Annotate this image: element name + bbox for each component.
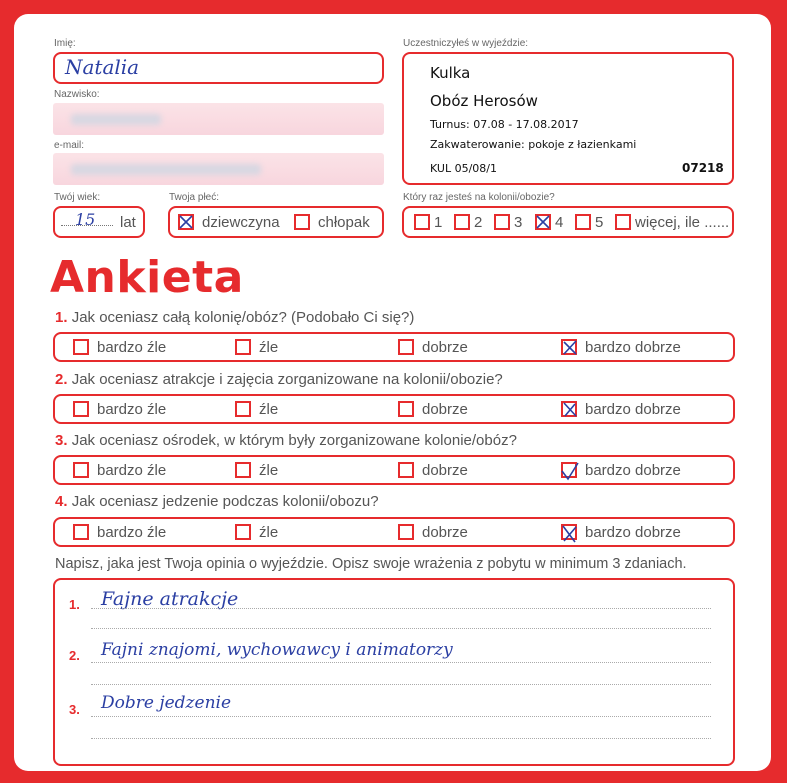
trip-label: Uczestniczyłeś w wyjeździe: (403, 38, 529, 49)
q1-very-bad-checkbox[interactable] (73, 339, 89, 355)
question-3 (55, 432, 517, 449)
opinion-rule (91, 684, 711, 685)
opinion-line-1-text: Fajne atrakcje (101, 588, 239, 610)
gender-boy-checkbox[interactable] (294, 214, 310, 230)
trip-accommodation: Zakwaterowanie: pokoje z łazienkami (430, 138, 637, 151)
q4-very-good-label: bardzo dobrze (585, 524, 681, 541)
trip-turnus: Turnus: 07.08 - 17.08.2017 (430, 118, 579, 131)
q4-bad-checkbox[interactable] (235, 524, 251, 540)
check-mark-icon (561, 462, 581, 482)
question-1 (55, 309, 414, 326)
time-1-checkbox[interactable] (414, 214, 430, 230)
question-3-text: Jak oceniasz ośrodek, w którym były zorganizowane kolonie/obóz? (71, 432, 517, 449)
opinion-line-2-rule (91, 662, 711, 663)
opinion-box[interactable] (53, 578, 735, 766)
opinion-line-2-text: Fajni znajomi, wychowawcy i animatorzy (101, 640, 453, 660)
answer-row-4 (53, 517, 735, 547)
time-5-checkbox[interactable] (575, 214, 591, 230)
question-2-number: 2. (55, 371, 68, 388)
opinion-line-1-rule (91, 608, 711, 609)
q3-bad-checkbox[interactable] (235, 462, 251, 478)
q4-very-bad-checkbox[interactable] (73, 524, 89, 540)
answer-row-1 (53, 332, 735, 362)
opinion-prompt: Napisz, jaka jest Twoja opinia o wyjeździe. Opisz swoje wrażenia z pobytu w minimum 3 zdaniach. (55, 556, 687, 572)
q1-very-good-label: bardzo dobrze (585, 339, 681, 356)
q1-very-bad-label: bardzo źle (97, 339, 167, 356)
answer-row-3 (53, 455, 735, 485)
redacted-last-name (71, 114, 161, 125)
check-x-icon (561, 524, 579, 544)
opinion-rule (91, 628, 711, 629)
q3-good-label: dobrze (422, 462, 468, 479)
q4-very-good-checkbox[interactable] (561, 524, 577, 540)
q3-very-good-label: bardzo dobrze (585, 462, 681, 479)
time-more-label: więcej, ile ...... (635, 214, 730, 231)
q2-bad-checkbox[interactable] (235, 401, 251, 417)
q3-very-bad-checkbox[interactable] (73, 462, 89, 478)
opinion-line-3-text: Dobre jedzenie (101, 693, 232, 713)
q2-very-good-label: bardzo dobrze (585, 401, 681, 418)
opinion-line-2-number: 2. (69, 648, 80, 663)
age-label: Twój wiek: (54, 192, 101, 203)
time-more-checkbox[interactable] (615, 214, 631, 230)
which-time-label: Który raz jesteś na kolonii/obozie? (403, 192, 555, 203)
check-x-icon (535, 214, 551, 230)
time-4-label: 4 (555, 214, 564, 231)
time-2-checkbox[interactable] (454, 214, 470, 230)
gender-girl-label: dziewczyna (202, 214, 280, 231)
age-field[interactable] (53, 206, 145, 238)
first-name-field[interactable] (53, 52, 384, 84)
first-name-label: Imię: (54, 38, 76, 49)
q3-very-bad-label: bardzo źle (97, 462, 167, 479)
question-4-number: 4. (55, 493, 68, 510)
time-2-label: 2 (474, 214, 483, 231)
q2-bad-label: źle (259, 401, 279, 418)
q2-very-good-checkbox[interactable] (561, 401, 577, 417)
q1-bad-label: źle (259, 339, 279, 356)
gender-label: Twoja płeć: (169, 192, 220, 203)
gender-boy-label: chłopak (318, 214, 370, 231)
email-label: e-mail: (54, 140, 85, 151)
check-x-icon (178, 214, 194, 230)
gender-girl-checkbox[interactable] (178, 214, 194, 230)
q4-bad-label: źle (259, 524, 279, 541)
last-name-field[interactable] (53, 103, 384, 135)
q3-bad-label: źle (259, 462, 279, 479)
email-field[interactable] (53, 153, 384, 185)
q4-good-label: dobrze (422, 524, 468, 541)
q4-good-checkbox[interactable] (398, 524, 414, 540)
opinion-line-3-rule (91, 716, 711, 717)
q1-very-good-checkbox[interactable] (561, 339, 577, 355)
question-4-text: Jak oceniasz jedzenie podczas kolonii/obozu? (71, 493, 379, 510)
age-value: 15 (75, 210, 96, 229)
which-time-field (402, 206, 734, 238)
question-1-text: Jak oceniasz całą kolonię/obóz? (Podobało Ci się?) (71, 309, 415, 326)
time-5-label: 5 (595, 214, 604, 231)
opinion-rule (91, 738, 711, 739)
time-4-checkbox[interactable] (535, 214, 551, 230)
opinion-line-3-number: 3. (69, 702, 80, 717)
question-3-number: 3. (55, 432, 68, 449)
time-3-label: 3 (514, 214, 523, 231)
q2-very-bad-checkbox[interactable] (73, 401, 89, 417)
survey-title: Ankieta (50, 252, 244, 303)
check-x-icon (561, 401, 579, 419)
trip-code: KUL 05/08/1 (430, 162, 497, 175)
q2-good-checkbox[interactable] (398, 401, 414, 417)
time-1-label: 1 (434, 214, 443, 231)
last-name-label: Nazwisko: (54, 89, 100, 100)
q2-good-label: dobrze (422, 401, 468, 418)
survey-sheet (14, 14, 771, 771)
first-name-value: Natalia (65, 55, 140, 79)
q3-good-checkbox[interactable] (398, 462, 414, 478)
trip-name: Kulka (430, 64, 471, 82)
trip-number: 07218 (682, 161, 724, 175)
question-2 (55, 371, 503, 388)
time-3-checkbox[interactable] (494, 214, 510, 230)
redacted-email (71, 164, 261, 175)
q3-very-good-checkbox[interactable] (561, 462, 577, 478)
q1-good-checkbox[interactable] (398, 339, 414, 355)
answer-row-2 (53, 394, 735, 424)
question-4 (55, 493, 379, 510)
gender-field (168, 206, 384, 238)
q1-good-label: dobrze (422, 339, 468, 356)
age-unit: lat (120, 214, 136, 231)
opinion-line-1-number: 1. (69, 597, 80, 612)
check-x-icon (561, 339, 579, 357)
trip-camp: Obóz Herosów (430, 92, 538, 110)
q4-very-bad-label: bardzo źle (97, 524, 167, 541)
question-1-number: 1. (55, 309, 68, 326)
q2-very-bad-label: bardzo źle (97, 401, 167, 418)
trip-info-box (402, 52, 734, 185)
q1-bad-checkbox[interactable] (235, 339, 251, 355)
question-2-text: Jak oceniasz atrakcje i zajęcia zorganizowane na kolonii/obozie? (71, 371, 503, 388)
